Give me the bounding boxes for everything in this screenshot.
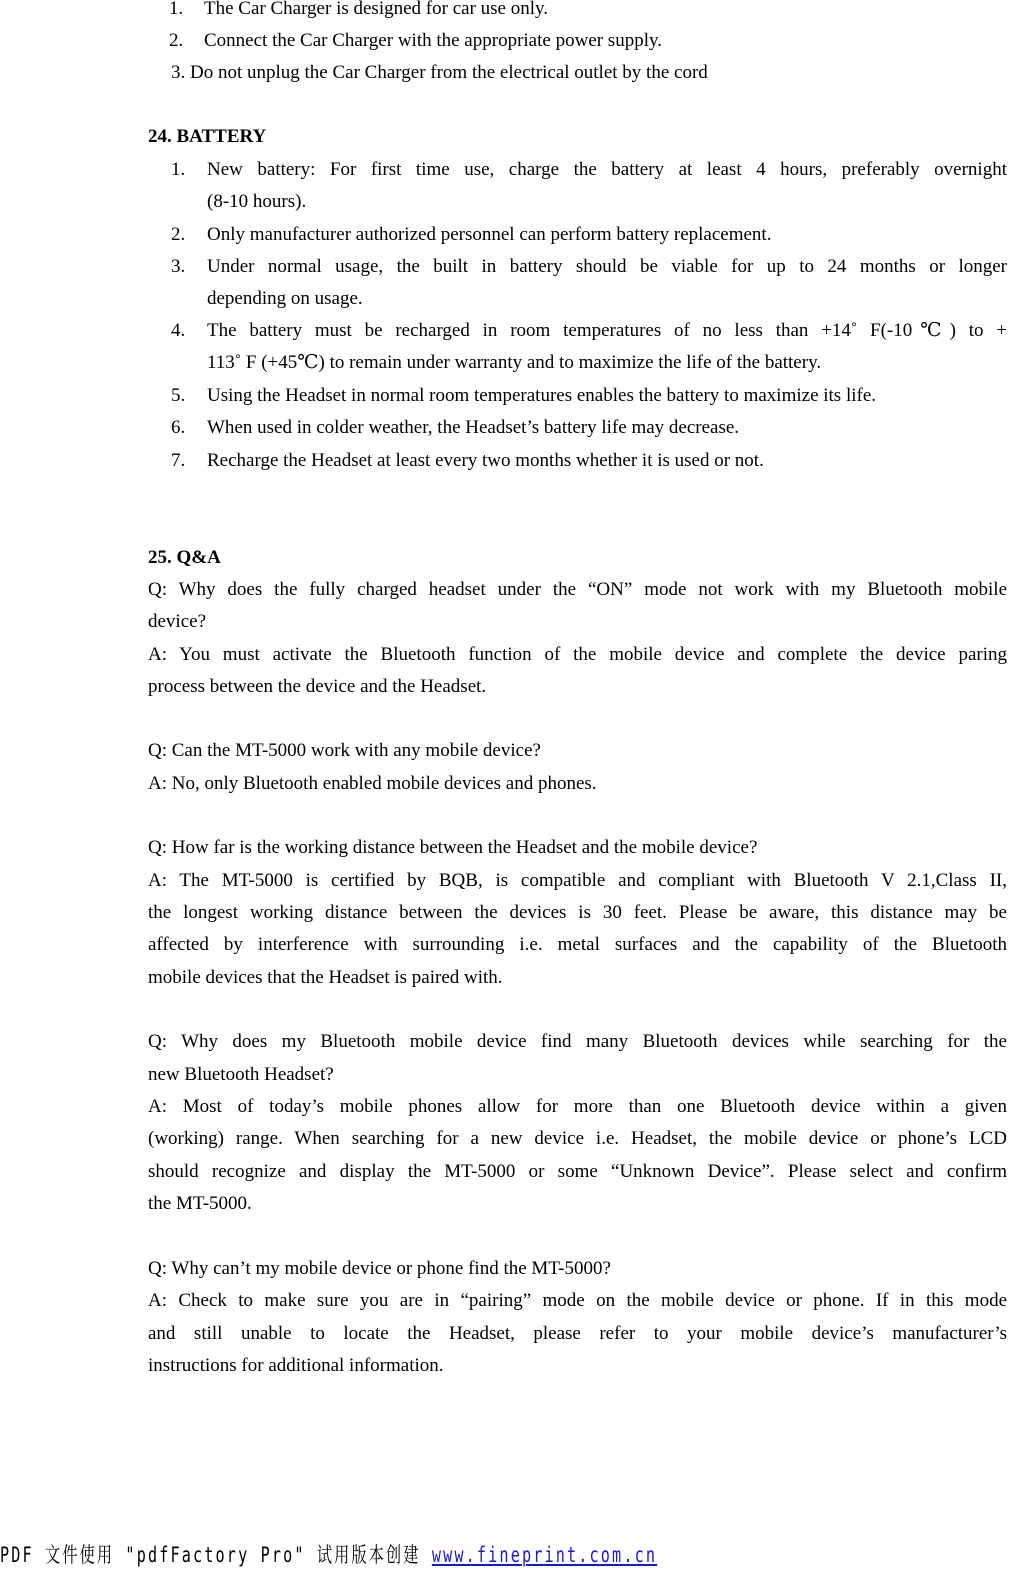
- qa-answer: process between the device and the Headset.: [148, 676, 487, 697]
- list-item-continuation: depending on usage.: [207, 288, 363, 309]
- list-item: Under normal usage, the built in battery should be viable for up to 24 months or longer: [207, 256, 1007, 277]
- pdf-footer: [0, 1541, 657, 1569]
- qa-question: Q: Why can’t my mobile device or phone find the MT-5000?: [148, 1258, 611, 1279]
- list-item: Only manufacturer authorized personnel can perform battery replacement.: [207, 224, 772, 245]
- list-item-continuation: 113˚ F (+45℃) to remain under warranty and to maximize the life of the battery.: [207, 352, 822, 373]
- qa-question: device?: [148, 611, 207, 632]
- qa-answer: the longest working distance between the devices is 30 feet. Please be aware, this distance may be: [148, 902, 1007, 923]
- qa-answer: instructions for additional information.: [148, 1355, 444, 1376]
- qa-answer: A: You must activate the Bluetooth function of the mobile device and complete the device paring: [148, 644, 1007, 665]
- list-number: 1.: [169, 0, 184, 19]
- list-item: Recharge the Headset at least every two months whether it is used or not.: [207, 450, 764, 471]
- list-number: 6.: [171, 417, 186, 438]
- qa-answer: (working) range. When searching for a new device i.e. Headset, the mobile device or phone’s LCD: [148, 1128, 1007, 1149]
- list-number: 2.: [169, 30, 184, 51]
- list-number: 7.: [171, 450, 186, 471]
- list-number: 5.: [171, 385, 186, 406]
- qa-answer: A: Check to make sure you are in “pairing” mode on the mobile device or phone. If in this mode: [148, 1290, 1007, 1311]
- qa-question: Q: Why does the fully charged headset under the “ON” mode not work with my Bluetooth mobile: [148, 579, 1007, 600]
- footer-link[interactable]: www.fineprint.com.cn: [431, 1543, 658, 1567]
- list-item: The Car Charger is designed for car use only.: [204, 0, 549, 19]
- qa-answer: and still unable to locate the Headset, please refer to your mobile device’s manufacturer’s: [148, 1323, 1007, 1344]
- list-item: Using the Headset in normal room temperatures enables the battery to maximize its life.: [207, 385, 877, 406]
- list-number: 4.: [171, 320, 186, 341]
- qa-answer: A: No, only Bluetooth enabled mobile devices and phones.: [148, 773, 597, 794]
- list-item: The battery must be recharged in room temperatures of no less than +14˚ F(-10℃) to +: [207, 320, 1007, 341]
- list-item: 3. Do not unplug the Car Charger from the electrical outlet by the cord: [171, 62, 708, 83]
- section-heading: 24. BATTERY: [148, 126, 267, 147]
- qa-question: new Bluetooth Headset?: [148, 1064, 334, 1085]
- list-item: Connect the Car Charger with the appropriate power supply.: [204, 30, 662, 51]
- list-item-continuation: (8-10 hours).: [207, 191, 307, 212]
- qa-answer: mobile devices that the Headset is paired with.: [148, 967, 503, 988]
- qa-question: Q: Why does my Bluetooth mobile device find many Bluetooth devices while searching for the: [148, 1031, 1007, 1052]
- qa-answer: affected by interference with surrounding i.e. metal surfaces and the capability of the Bluetooth: [148, 934, 1007, 955]
- qa-answer: should recognize and display the MT-5000 or some “Unknown Device”. Please select and confirm: [148, 1161, 1007, 1182]
- list-item: New battery: For first time use, charge the battery at least 4 hours, preferably overnight: [207, 159, 1007, 180]
- section-heading: 25. Q&A: [148, 547, 221, 568]
- qa-answer: A: Most of today’s mobile phones allow for more than one Bluetooth device within a given: [148, 1096, 1007, 1117]
- footer-text: PDF 文件使用 "pdfFactory Pro" 试用版本创建: [0, 1543, 432, 1567]
- list-item: When used in colder weather, the Headset’s battery life may decrease.: [207, 417, 740, 438]
- qa-question: Q: How far is the working distance between the Headset and the mobile device?: [148, 837, 758, 858]
- list-number: 3.: [171, 256, 186, 277]
- list-number: 2.: [171, 224, 186, 245]
- list-number: 1.: [171, 159, 186, 180]
- qa-answer: the MT-5000.: [148, 1193, 252, 1214]
- qa-answer: A: The MT-5000 is certified by BQB, is compatible and compliant with Bluetooth V 2.1,Class II,: [148, 870, 1007, 891]
- qa-question: Q: Can the MT-5000 work with any mobile device?: [148, 740, 541, 761]
